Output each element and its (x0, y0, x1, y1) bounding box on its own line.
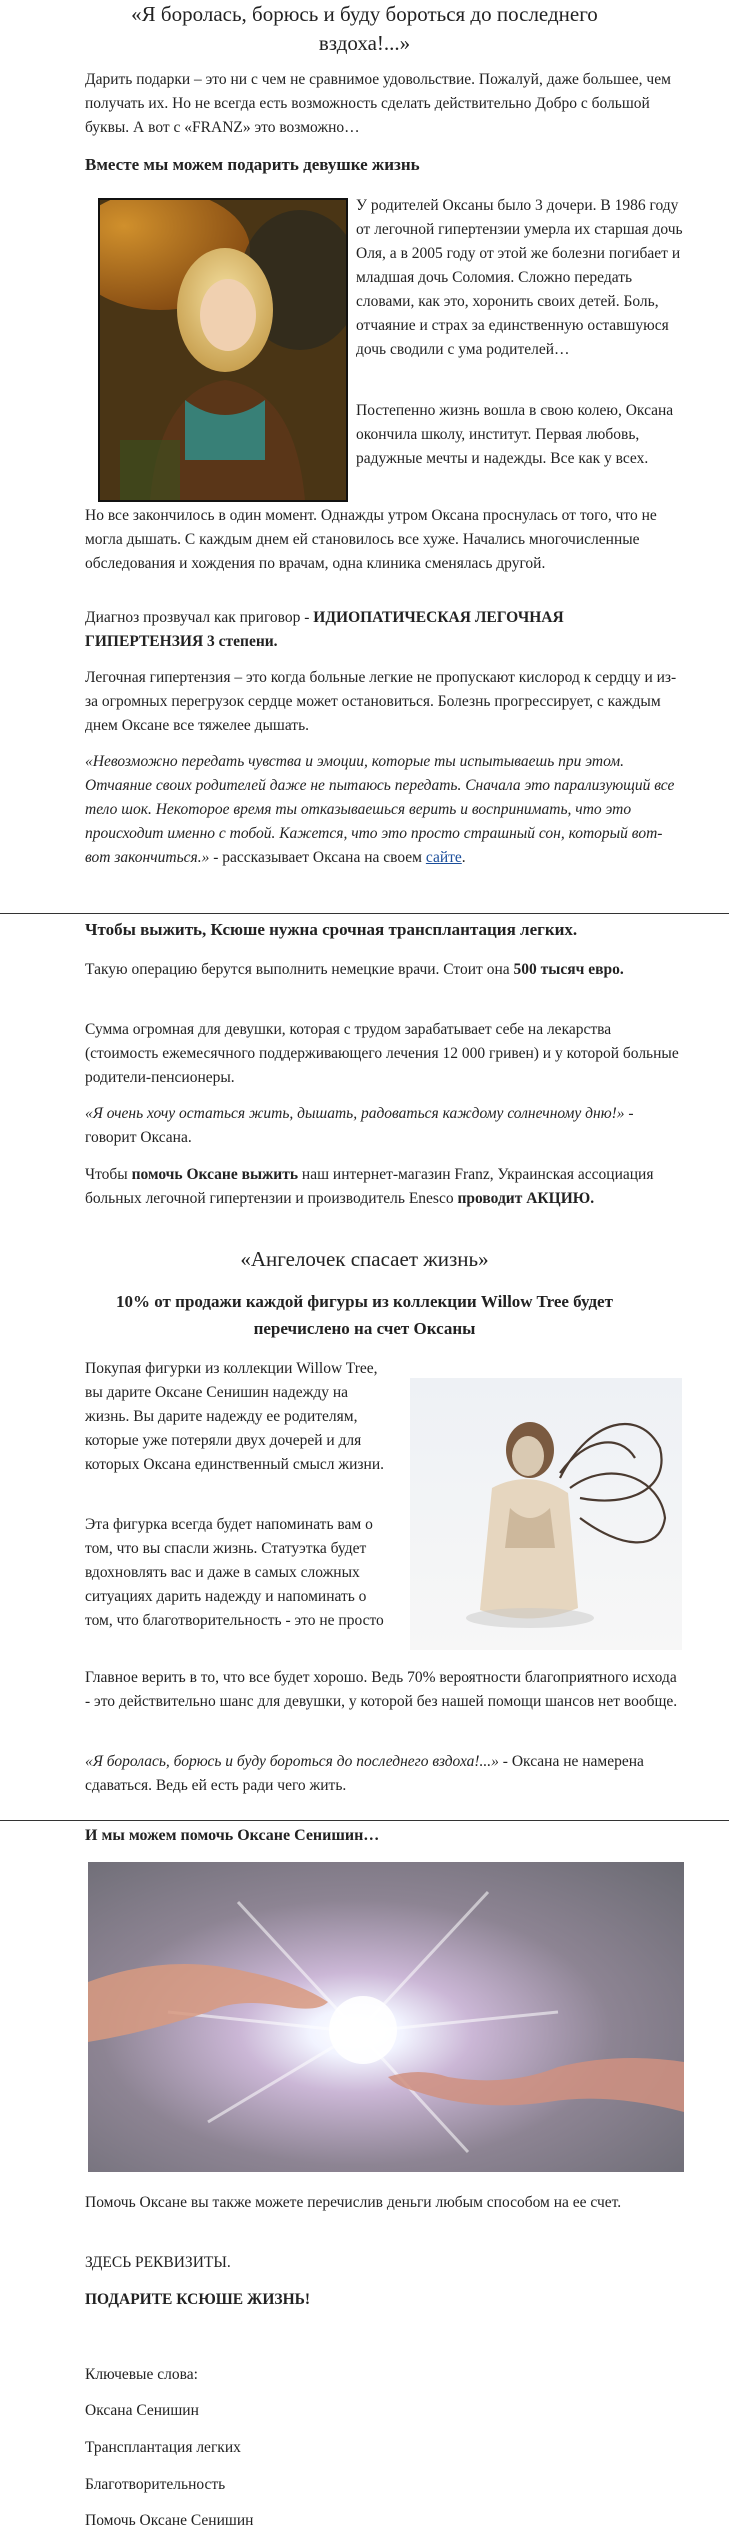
figure-paragraph-3: Главное верить в то, что все будет хорошо. Ведь 70% вероятности благоприятного исхода - это действительно шанс для девушки, у которой без нашей помощи шансов нет вообще. (85, 1669, 678, 1710)
divider-2 (0, 1820, 729, 1821)
action-subtitle: 10% от продажи каждой фигуры из коллекции Willow Tree будет перечислено на счет Оксаны (116, 1292, 613, 1338)
diagnosis-lead: Диагноз прозвучал как приговор - (85, 609, 314, 626)
operation-lead: Такую операцию берутся выполнить немецкие врачи. Стоит она (85, 961, 514, 978)
help-text-a: Чтобы (85, 1166, 132, 1183)
heading-transplant: Чтобы выжить, Ксюше нужна срочная трансплантация легких. (85, 920, 578, 939)
operation-paragraph (85, 958, 680, 982)
quote-1-paragraph: «Невозможно передать чувства и эмоции, которые ты испытываешь при этом. Отчаяние своих родителей даже не пытаюсь передать. Сначала это парализующий все тело шок. Некоторое время ты отказываешься верить и воспринимать, что это происходит именно с тобой. Кажется, что это просто страшный сон, который вот-вот закончиться.» - рассказывает Оксана на своем сайте. (85, 753, 675, 866)
divider-1 (0, 913, 729, 914)
site-link[interactable]: сайте (425, 849, 462, 866)
story-paragraph-2: Постепенно жизнь вошла в свою колею, Оксана окончила школу, институт. Первая любовь, радужные мечты и надежды. Все как у всех. (356, 402, 674, 467)
story-paragraph-4: Легочная гипертензия – это когда больные легкие не пропускают кислород к сердцу и из-за огромных перегрузок сердце может остановиться. Болезнь прогрессирует, с каждым днем Оксане все тяжелее дышать. (85, 669, 677, 734)
diagnosis-paragraph (85, 606, 680, 654)
help-text-bold: помочь Оксане выжить (131, 1166, 299, 1183)
quote-2-paragraph (85, 1102, 680, 1150)
sum-paragraph: Сумма огромная для девушки, которая с трудом зарабатывает себе на лекарства (стоимость ежемесячного поддерживающего лечения 12 000 гривен) и у которой больные родители-пенсионеры. (85, 1021, 679, 1086)
quote-1-tail: рассказывает Оксана на своем (218, 849, 426, 866)
page-title: «Я боролась, борюсь и буду бороться до последнего вздоха!...» (131, 2, 598, 55)
requisites-text: ЗДЕСЬ РЕКВИЗИТЫ. (85, 2254, 231, 2271)
quote-3-tail: Оксана не намерена сдаваться. Ведь ей есть ради чего жить. (85, 1753, 644, 1794)
keyword-item: Помочь Оксане Сенишин (85, 2512, 254, 2529)
quote-2-tail: говорит Оксана. (85, 1129, 192, 1146)
heading-together: Вместе мы можем подарить девушке жизнь (85, 155, 420, 174)
keyword-item: Благотворительность (85, 2476, 226, 2493)
quote-3-paragraph (85, 1750, 680, 1798)
hands-light-image (88, 1862, 684, 2172)
quote-2: «Я очень хочу остаться жить, дышать, радоваться каждому солнечному дню!» - (85, 1105, 634, 1122)
cta-text: ПОДАРИТЕ КСЮШЕ ЖИЗНЬ! (85, 2291, 311, 2308)
story-paragraph-3: Но все закончилось в один момент. Однажды утром Оксана проснулась от того, что не могла дышать. С каждым днем ей становилось все хуже. Начались многочисленные обследования и хождения по врачам, одна клиника сменялась другой. (85, 507, 657, 572)
keyword-item: Оксана Сенишин (85, 2402, 199, 2419)
action-title: «Ангелочек спасает жизнь» (240, 1247, 489, 1271)
heading-help: И мы можем помочь Оксане Сенишин… (85, 1827, 380, 1844)
intro-paragraph: Дарить подарки – это ни с чем не сравнимое удовольствие. Пожалуй, даже большее, чем получать их. Но не всегда есть возможность сделать действительно Добро с большой буквы. А вот с «FRANZ» это возможно… (85, 71, 671, 136)
oksana-photo (98, 198, 348, 502)
keywords-label: Ключевые слова: (85, 2366, 198, 2383)
operation-cost: 500 тысяч евро. (513, 961, 624, 978)
help-paragraph (85, 1163, 680, 1211)
quote-1: «Невозможно передать чувства и эмоции, которые ты испытываешь при этом. Отчаяние своих родителей даже не пытаюсь передать. Сначала это парализующий все тело шок. Некоторое время ты отказываешься верить и воспринимать, что это происходит именно с тобой. Кажется, что это просто страшный сон, который вот-вот закончиться.» - (85, 753, 675, 866)
pay-paragraph: Помочь Оксане вы также можете перечислив деньги любым способом на ее счет. (85, 2194, 622, 2211)
quote-3: «Я боролась, борюсь и буду бороться до последнего вздоха!...» - (85, 1753, 508, 1770)
angel-figurine-photo (410, 1378, 682, 1650)
story-paragraph-1: У родителей Оксаны было 3 дочери. В 1986 году от легочной гипертензии умерла их старшая дочь Оля, а в 2005 году от этой же болезни погибает и младшая дочь Соломия. Сложно передать словами, как это, хоронить своих детей. Боль, отчаяние и страх за единственную оставшуюся дочь сводили с ума родителей… (356, 197, 683, 358)
diagnosis-bold: ИДИОПАТИЧЕСКАЯ ЛЕГОЧНАЯ ГИПЕРТЕНЗИЯ 3 степени. (85, 609, 564, 650)
keyword-item: Трансплантация легких (85, 2439, 241, 2456)
figure-paragraph-2: Эта фигурка всегда будет напоминать вам о том, что вы спасли жизнь. Статуэтка будет вдохновлять вас и даже в самых сложных ситуациях дарить надежду и напоминать о том, что благотворительность - это не просто (85, 1516, 384, 1629)
help-text-action: проводит АКЦИЮ. (457, 1190, 595, 1207)
figure-paragraph-1: Покупая фигурки из коллекции Willow Tree, вы дарите Оксане Сенишин надежду на жизнь. Вы дарите надежду ее родителям, которые уже потеряли двух дочерей и для которых Оксана единственный смысл жизни. (85, 1360, 385, 1473)
help-text-c: наш интернет-магазин Franz, Украинская ассоциация больных легочной гипертензии и производитель Enesco (85, 1166, 654, 1207)
